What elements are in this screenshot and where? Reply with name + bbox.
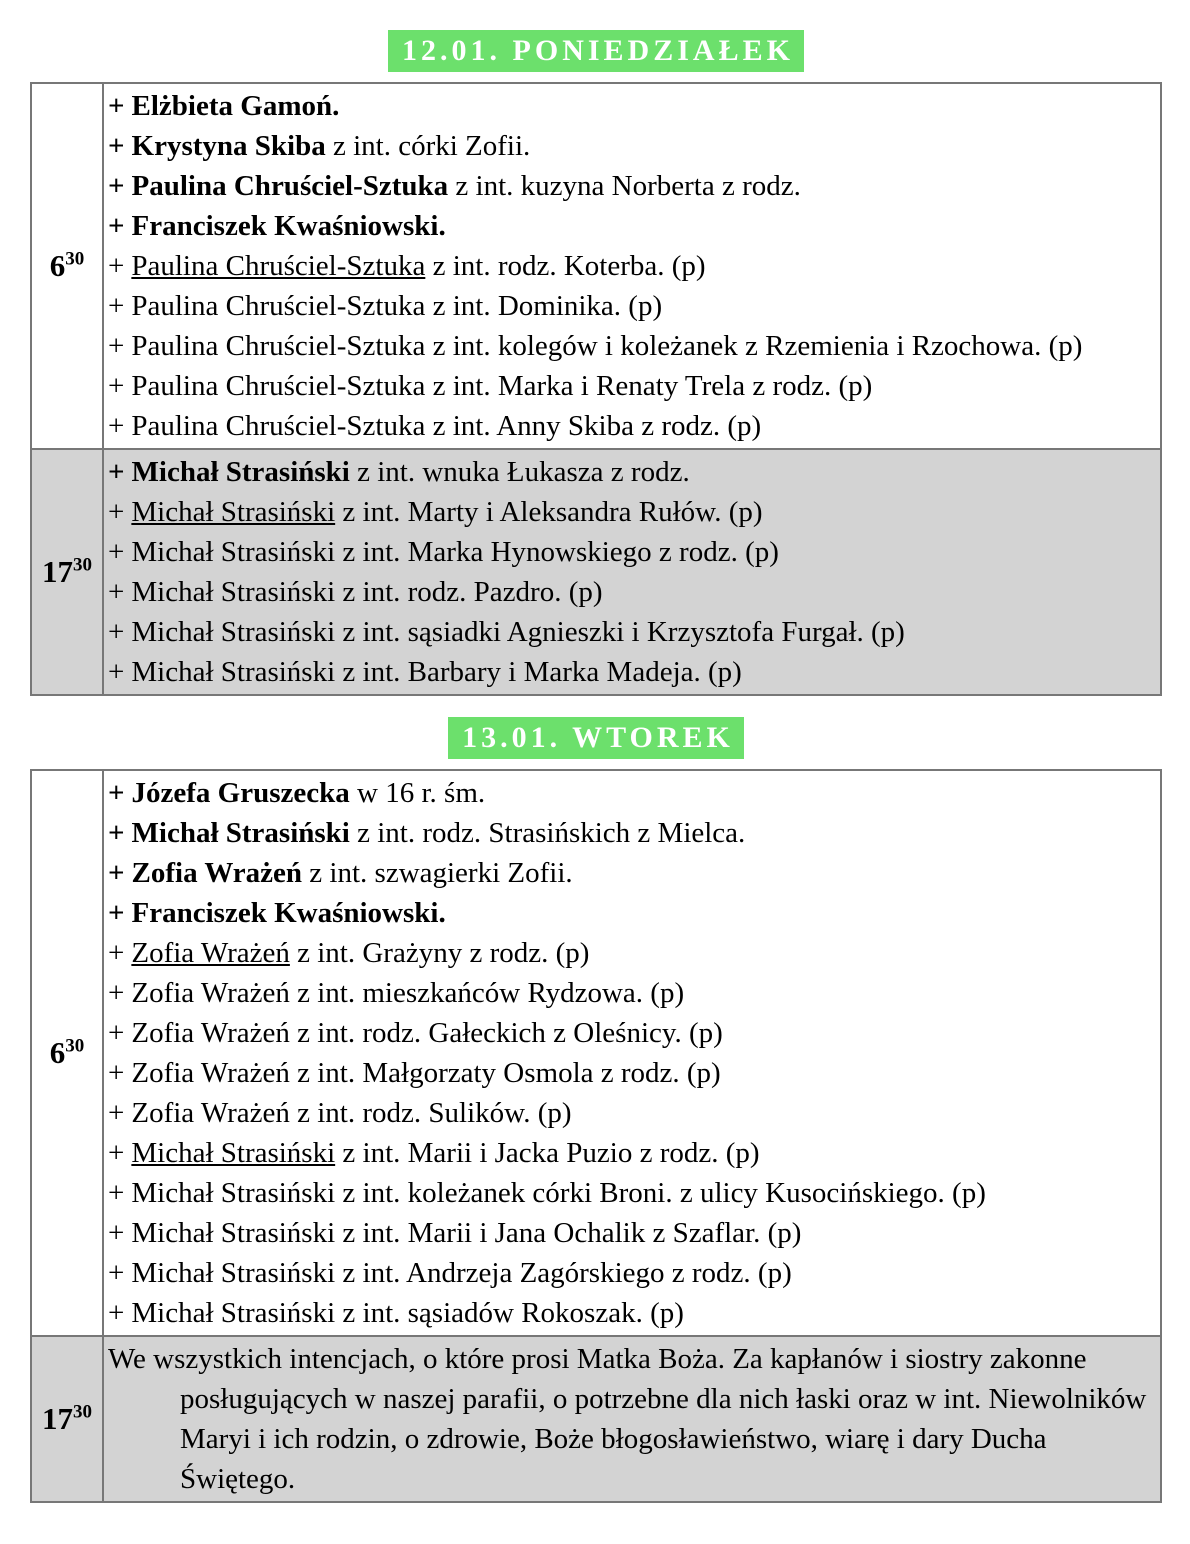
days-container [30,30,1162,1503]
intention-name: Franciszek Kwaśniowski. [131,897,446,929]
plus-sign: + [108,1177,125,1209]
mass-schedule-table [30,769,1162,1503]
mass-intentions-cell [103,770,1161,1336]
intention-detail: z int. kolegów i koleżanek z Rzemienia i Rzochowa. (p) [425,330,1083,362]
mass-schedule-body [31,83,1161,695]
intention-name: Michał Strasiński [131,1257,336,1289]
intention-name: Paulina Chruściel-Sztuka [131,170,449,202]
mass-time-hour: 17 [42,554,73,589]
intention-item [108,126,1154,166]
mass-time-minutes: 30 [65,248,85,270]
intention-name: Zofia Wrażeń [131,857,303,889]
mass-schedule-table [30,82,1162,696]
mass-intentions-cell [103,1336,1161,1502]
plus-sign: + [108,897,125,929]
intention-name: Michał Strasiński [131,496,336,528]
mass-time-minutes: 30 [73,1401,92,1423]
plus-sign: + [108,656,125,688]
intention-detail: z int. Grażyny z rodz. (p) [289,937,590,969]
intention-paragraph: We wszystkich intencjach, o które prosi Matka Boża. Za kapłanów i siostry zakonne posługujących w naszej parafii, o potrzebne dla nich łaski oraz w int. Niewolników Maryi i ich rodzin, o zdrowie, Boże błogosławieństwo, wiarę i dary Ducha Świętego. [108,1343,1147,1495]
intention-detail: z int. Marka i Renaty Trela z rodz. (p) [425,370,873,402]
intention-name: Zofia Wrażeń [131,977,290,1009]
intention-item [108,1173,1154,1213]
plus-sign: + [108,937,125,969]
intention-name: Michał Strasiński [131,456,350,488]
plus-sign: + [108,576,125,608]
intention-name: Zofia Wrażeń [131,1057,290,1089]
plus-sign: + [108,170,125,202]
plus-sign: + [108,210,125,242]
day-section [30,30,1162,696]
intention-name: Michał Strasiński [131,1137,336,1169]
plus-sign: + [108,1057,125,1089]
intention-detail: z int. Marii i Jacka Puzio z rodz. (p) [335,1137,760,1169]
intention-name: Paulina Chruściel-Sztuka [131,250,426,282]
day-section [30,717,1162,1503]
intention-name: Paulina Chruściel-Sztuka [131,410,426,442]
mass-intentions-cell [103,83,1161,449]
intention-item [108,893,1154,933]
day-header [30,30,1162,72]
intention-detail: z int. mieszkańców Rydzowa. (p) [289,977,685,1009]
intention-name: Krystyna Skiba [131,130,326,162]
intention-detail: z int. Andrzeja Zagórskiego z rodz. (p) [335,1257,792,1289]
mass-time-hour: 17 [42,1401,73,1436]
intention-detail: z int. Marty i Aleksandra Rułów. (p) [335,496,763,528]
intention-item [108,1093,1154,1133]
plus-sign: + [108,496,125,528]
plus-sign: + [108,1257,125,1289]
intention-detail: z int. sąsiadki Agnieszki i Krzysztofa Furgał. (p) [335,616,905,648]
intention-item [108,1293,1154,1333]
intention-detail: z int. kuzyna Norberta z rodz. [448,170,801,202]
intention-item [108,1013,1154,1053]
intention-detail: z int. wnuka Łukasza z rodz. [349,456,690,488]
intention-name: Michał Strasiński [131,1177,336,1209]
mass-time-minutes: 30 [65,1035,85,1057]
intention-detail: z int. rodz. Pazdro. (p) [335,576,603,608]
intention-item [108,86,1154,126]
intention-detail: z int. rodz. Gałeckich z Oleśnicy. (p) [289,1017,723,1049]
intention-item [108,452,1154,492]
intention-name: Paulina Chruściel-Sztuka [131,330,426,362]
plus-sign: + [108,1297,125,1329]
plus-sign: + [108,1217,125,1249]
mass-row [31,770,1161,1336]
mass-time [31,1336,103,1502]
intention-item [108,206,1154,246]
plus-sign: + [108,857,125,889]
intention-item [108,492,1154,532]
intention-item [108,1053,1154,1093]
intention-item [108,326,1154,366]
plus-sign: + [108,1137,125,1169]
intention-item [108,1213,1154,1253]
plus-sign: + [108,370,125,402]
intention-detail: z int. Barbary i Marka Madeja. (p) [335,656,742,688]
intention-name: Paulina Chruściel-Sztuka [131,290,426,322]
intention-name: Zofia Wrażeń [131,1097,290,1129]
mass-time-hour: 6 [49,1035,66,1070]
plus-sign: + [108,817,125,849]
intention-detail: z int. Małgorzaty Osmola z rodz. (p) [289,1057,721,1089]
intention-detail: w 16 r. śm. [349,777,486,809]
intention-item [108,166,1154,206]
intention-detail: z int. Marii i Jana Ochalik z Szaflar. (p) [335,1217,802,1249]
intention-detail: z int. Marka Hynowskiego z rodz. (p) [335,536,779,568]
intention-name: Zofia Wrażeń [131,937,290,969]
intention-detail: z int. rodz. Koterba. (p) [425,250,706,282]
intention-name: Michał Strasiński [131,1217,336,1249]
intention-detail: z int. Anny Skiba z rodz. (p) [425,410,762,442]
plus-sign: + [108,616,125,648]
plus-sign: + [108,777,125,809]
intention-item [108,532,1154,572]
intention-detail: z int. Dominika. (p) [425,290,663,322]
intention-name: Michał Strasiński [131,616,336,648]
day-header [30,717,1162,759]
mass-time [31,449,103,695]
intention-detail: z int. szwagierki Zofii. [302,857,573,889]
intention-detail: z int. rodz. Strasińskich z Mielca. [349,817,746,849]
intention-item [108,366,1154,406]
intention-name: Franciszek Kwaśniowski. [131,210,446,242]
intention-item [108,933,1154,973]
intention-detail: z int. rodz. Sulików. (p) [289,1097,572,1129]
mass-time [31,83,103,449]
mass-row [31,1336,1161,1502]
mass-time-minutes: 30 [73,554,92,576]
intention-name: Michał Strasiński [131,817,350,849]
intention-item [108,612,1154,652]
day-header-label: 12.01. PONIEDZIAŁEK [388,30,804,72]
plus-sign: + [108,410,125,442]
mass-schedule-body [31,770,1161,1502]
plus-sign: + [108,1017,125,1049]
intention-name: Michał Strasiński [131,536,336,568]
plus-sign: + [108,130,125,162]
intention-item [108,406,1154,446]
intention-item [108,652,1154,692]
plus-sign: + [108,977,125,1009]
intention-name: Zofia Wrażeń [131,1017,290,1049]
plus-sign: + [108,90,125,122]
plus-sign: + [108,250,125,282]
intention-name: Michał Strasiński [131,1297,336,1329]
mass-time-hour: 6 [49,248,66,283]
mass-row [31,83,1161,449]
day-header-label: 13.01. WTOREK [448,717,744,759]
plus-sign: + [108,330,125,362]
intention-item [108,973,1154,1013]
mass-time [31,770,103,1336]
plus-sign: + [108,536,125,568]
plus-sign: + [108,1097,125,1129]
intention-item [108,286,1154,326]
intention-name: Michał Strasiński [131,656,336,688]
intention-name: Michał Strasiński [131,576,336,608]
intention-detail: z int. koleżanek córki Broni. z ulicy Kusocińskiego. (p) [335,1177,986,1209]
intention-item [108,1133,1154,1173]
intention-name: Paulina Chruściel-Sztuka [131,370,426,402]
plus-sign: + [108,456,125,488]
intention-name: Józefa Gruszecka [131,777,350,809]
intention-item [108,773,1154,813]
intention-detail: z int. córki Zofii. [325,130,531,162]
mass-intentions-cell [103,449,1161,695]
intention-detail: z int. sąsiadów Rokoszak. (p) [335,1297,684,1329]
intention-item [108,246,1154,286]
plus-sign: + [108,290,125,322]
intention-item [108,813,1154,853]
intention-item [108,1253,1154,1293]
intention-item [108,853,1154,893]
intention-item [108,572,1154,612]
mass-row [31,449,1161,695]
intention-name: Elżbieta Gamoń. [131,90,340,122]
